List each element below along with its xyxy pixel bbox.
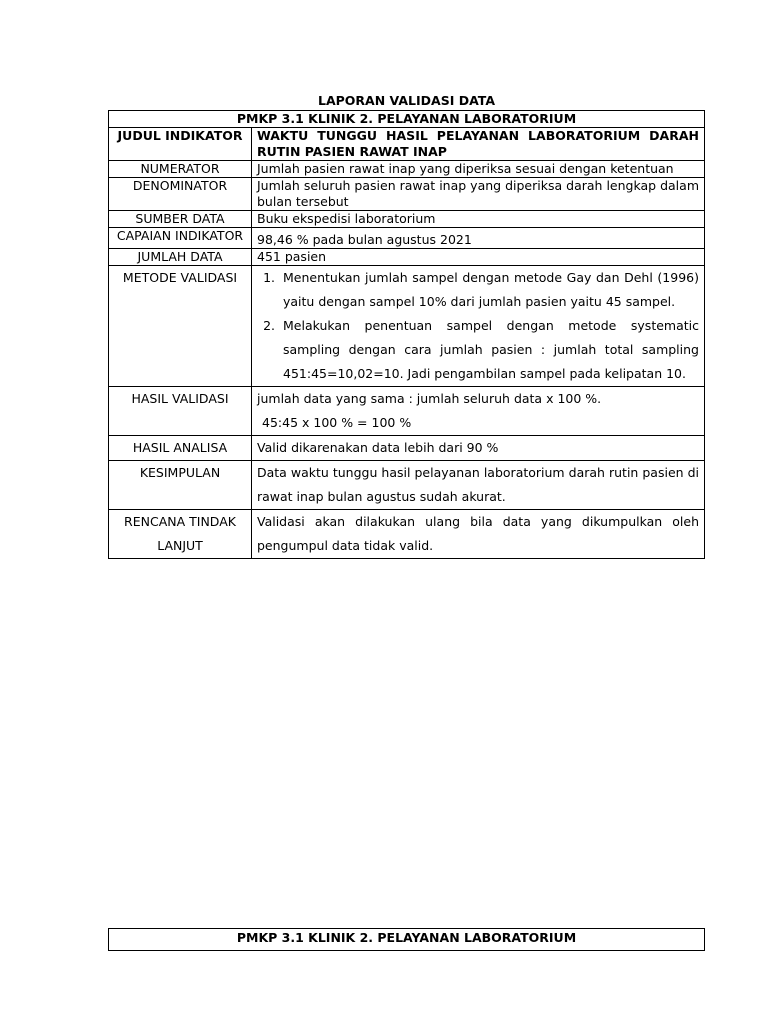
value-judul-indikator: WAKTU TUNGGU HASIL PELAYANAN LABORATORIUM DARAH RUTIN PASIEN RAWAT INAP [252,128,705,161]
row-kesimpulan [109,461,705,510]
row-metode-validasi [109,266,705,387]
value-metode-validasi [252,266,705,387]
row-judul-indikator [109,128,705,161]
label-numerator: NUMERATOR [109,161,252,178]
hasil-validasi-result: 45:45 x 100 % = 100 % [262,415,412,430]
row-rencana-tindak-lanjut [109,510,705,559]
label-denominator: DENOMINATOR [109,178,252,211]
row-hasil-analisa [109,436,705,461]
label-hasil-validasi: HASIL VALIDASI [109,387,252,436]
value-capaian-indikator: 98,46 % pada bulan agustus 2021 [252,228,705,249]
method-item-1: 1. Menentukan jumlah sampel dengan metode Gay dan Dehl (1996) yaitu dengan sampel 10% dari jumlah pasien yaitu 45 sampel. [279,266,699,314]
value-rencana-tindak-lanjut: Validasi akan dilakukan ulang bila data yang dikumpulkan oleh pengumpul data tidak valid. [252,510,705,559]
method-item-2: 2. Melakukan penentuan sampel dengan metode systematic sampling dengan cara jumlah pasien : jumlah total sampling 451:45=10,02=10. Jadi pengambilan sampel pada kelipatan 10. [279,314,699,386]
label-sumber-data: SUMBER DATA [109,211,252,228]
row-capaian-indikator [109,228,705,249]
row-jumlah-data [109,249,705,266]
hasil-validasi-formula: jumlah data yang sama : jumlah seluruh data x 100 %. [257,391,602,406]
page-title: LAPORAN VALIDASI DATA [317,93,496,108]
footer-header-box: PMKP 3.1 KLINIK 2. PELAYANAN LABORATORIUM [108,928,705,951]
value-sumber-data: Buku ekspedisi laboratorium [252,211,705,228]
row-sumber-data [109,211,705,228]
value-numerator: Jumlah pasien rawat inap yang diperiksa sesuai dengan ketentuan [252,161,705,178]
label-kesimpulan: KESIMPULAN [109,461,252,510]
table-header-row [109,111,705,128]
validation-table [108,110,705,559]
label-rencana-tindak-lanjut: RENCANA TINDAK LANJUT [109,510,252,559]
label-capaian-indikator: CAPAIAN INDIKATOR [109,228,252,249]
value-hasil-analisa: Valid dikarenakan data lebih dari 90 % [252,436,705,461]
value-kesimpulan: Data waktu tunggu hasil pelayanan laboratorium darah rutin pasien di rawat inap bulan agustus sudah akurat. [252,461,705,510]
row-numerator [109,161,705,178]
row-denominator [109,178,705,211]
method-list [257,266,699,386]
table-subtitle: PMKP 3.1 KLINIK 2. PELAYANAN LABORATORIUM [109,111,705,128]
label-jumlah-data: JUMLAH DATA [109,249,252,266]
value-jumlah-data: 451 pasien [252,249,705,266]
row-hasil-validasi [109,387,705,436]
label-metode-validasi: METODE VALIDASI [109,266,252,387]
label-hasil-analisa: HASIL ANALISA [109,436,252,461]
value-denominator: Jumlah seluruh pasien rawat inap yang diperiksa darah lengkap dalam bulan tersebut [252,178,705,211]
value-hasil-validasi [252,387,705,436]
label-judul-indikator: JUDUL INDIKATOR [109,128,252,161]
